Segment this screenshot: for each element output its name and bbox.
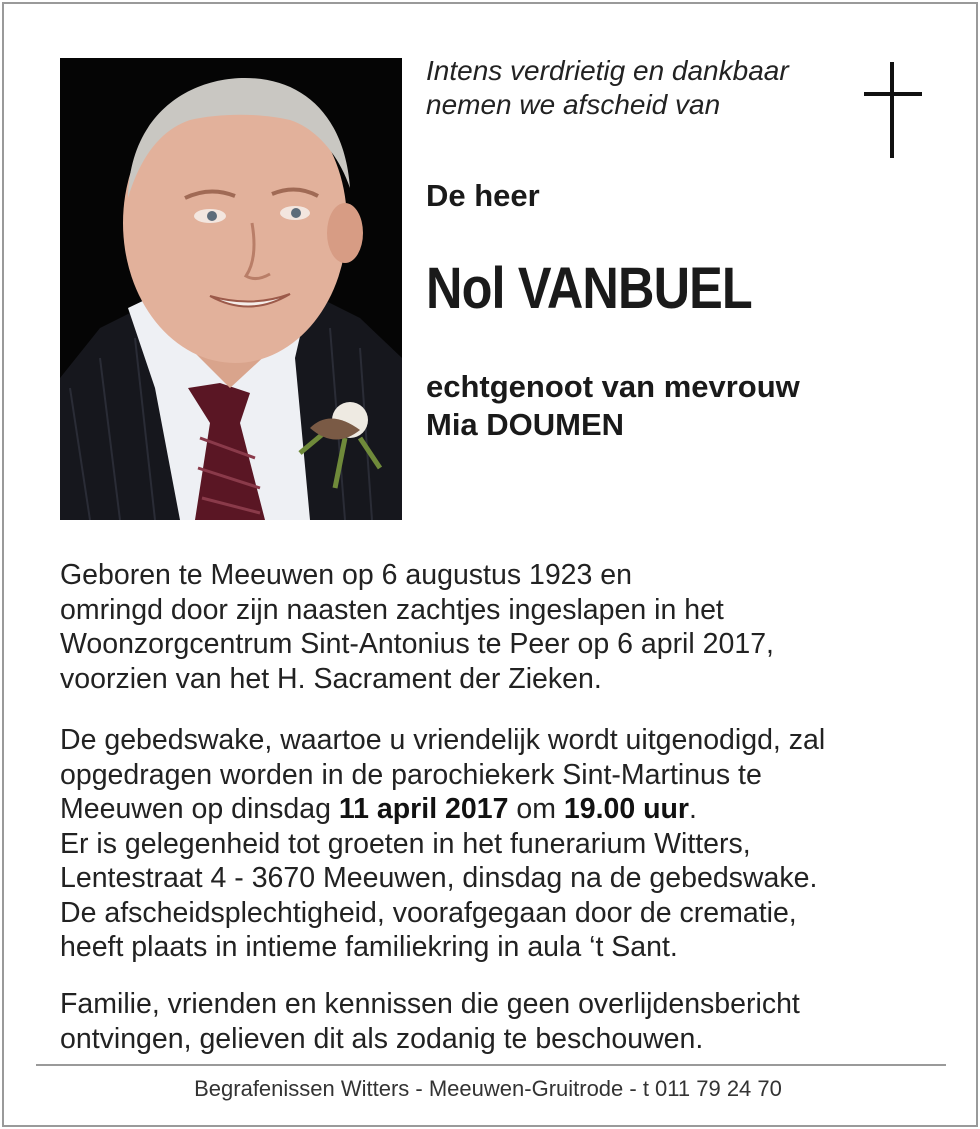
wake-date: 11 april 2017: [338, 793, 509, 825]
paragraph-line: Woonzorgcentrum Sint-Antonius te Peer op 6 april 2017,: [60, 628, 774, 660]
spouse-block: [426, 368, 800, 444]
honorific-title: De heer: [426, 178, 540, 213]
paragraph-line: opgedragen worden in de parochiekerk Sint-Martinus te: [60, 758, 762, 791]
spouse-line-2: Mia DOUMEN: [426, 407, 625, 442]
spouse-line-1: echtgenoot van mevrouw: [426, 369, 800, 404]
paragraph-line: Lentestraat 4 - 3670 Meeuwen, dinsdag na de gebedswake.: [60, 862, 818, 894]
footer-divider: [36, 1064, 946, 1066]
portrait-illustration: [60, 58, 402, 520]
paragraph-line: ontvingen, gelieven dit als zodanig te beschouwen.: [60, 1022, 704, 1055]
deceased-name: Nol VANBUEL: [426, 256, 752, 321]
paragraph-line: De gebedswake, waartoe u vriendelijk wordt uitgenodigd, zal: [60, 724, 826, 756]
paragraph-line: Familie, vrienden en kennissen die geen overlijdensbericht: [60, 988, 800, 1020]
paragraph-line-date-time: [60, 792, 940, 827]
text-segment: Meeuwen op dinsdag: [60, 793, 339, 825]
paragraph-line: De afscheidsplechtigheid, voorafgegaan door de crematie,: [60, 896, 797, 929]
paragraph-line: voorzien van het H. Sacrament der Zieken.: [60, 662, 602, 695]
paragraph-line: heeft plaats in intieme familiekring in aula ‘t Sant.: [60, 931, 678, 963]
birth-death-paragraph: [60, 558, 940, 696]
text-segment: om: [508, 793, 564, 825]
text-segment: .: [689, 793, 697, 825]
intro-text: [426, 54, 846, 122]
paragraph-line: Geboren te Meeuwen op 6 augustus 1923 en: [60, 559, 633, 591]
notice-paragraph: [60, 987, 940, 1056]
portrait-photo: [60, 58, 402, 520]
wake-time: 19.00 uur: [563, 793, 690, 825]
paragraph-line: omringd door zijn naasten zachtjes ingeslapen in het: [60, 593, 724, 626]
intro-line-2: nemen we afscheid van: [426, 89, 721, 120]
ceremony-paragraph: [60, 723, 940, 965]
funeral-home-footer: Begrafenissen Witters - Meeuwen-Gruitrode - t 011 79 24 70: [194, 1076, 782, 1101]
intro-line-1: Intens verdrietig en dankbaar: [426, 55, 789, 86]
latin-cross-icon: [864, 62, 922, 158]
paragraph-line: Er is gelegenheid tot groeten in het funerarium Witters,: [60, 827, 751, 860]
